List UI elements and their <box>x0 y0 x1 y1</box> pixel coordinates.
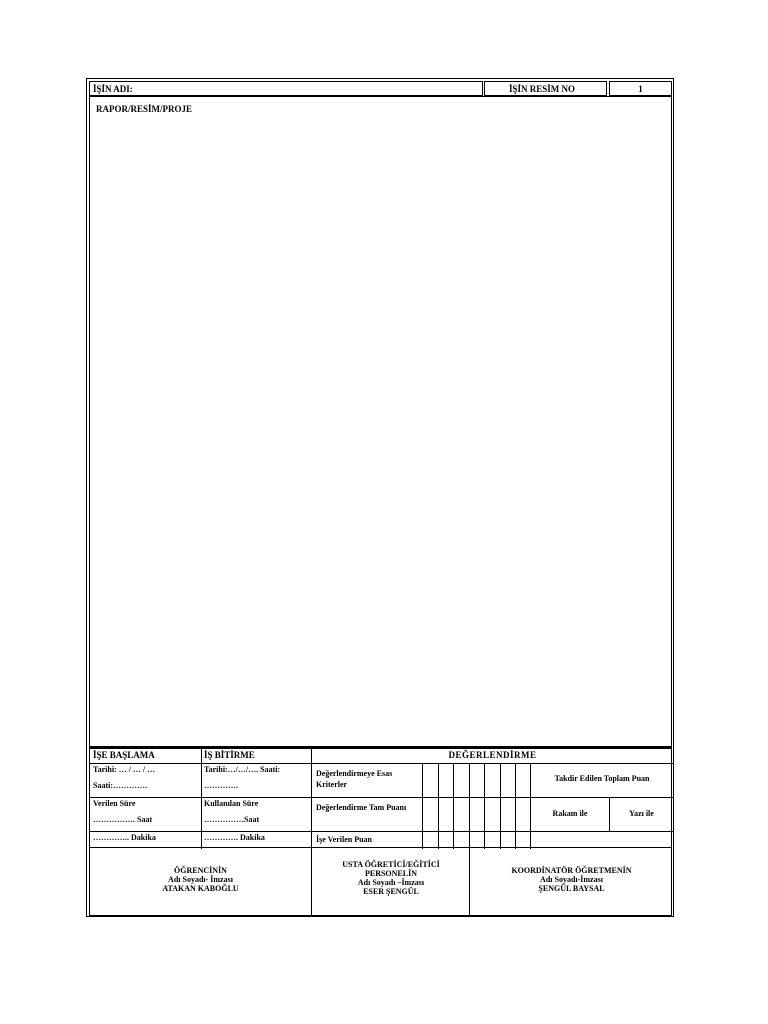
student-signature <box>90 866 311 893</box>
coordinator-name: ŞENGÜL BAYSAL <box>538 884 605 893</box>
student-title: ÖĞRENCİNİN <box>174 866 227 875</box>
evaluation-title: DEĞERLENDİRME <box>448 750 537 760</box>
coordinator-signature <box>470 866 673 893</box>
end-title: İŞ BİTİRME <box>204 750 255 760</box>
student-subtitle: Adı Soyadı- İmzası <box>168 875 233 884</box>
eval-col-divider <box>500 763 501 849</box>
total-score-label: Takdir Edilen Toplam Puan <box>554 774 650 783</box>
criteria-label: Değerlendirmeye Esas Kriterler <box>316 769 393 789</box>
master-signature <box>316 860 466 896</box>
start-title: İŞE BAŞLAMA <box>93 750 155 760</box>
sig-divider <box>311 848 312 915</box>
drawing-no-value: 1 <box>638 84 643 94</box>
job-name-cell <box>89 81 483 96</box>
used-minutes: …………. Dakika <box>204 833 265 842</box>
row-divider <box>90 763 673 764</box>
given-hours: ……………. Saat <box>93 815 153 824</box>
eval-col-divider <box>469 763 470 849</box>
given-minutes: ………….. Dakika <box>93 833 156 842</box>
student-name: ATAKAN KABOĞLU <box>162 884 239 893</box>
coordinator-title: KOORDİNATÖR ÖĞRETMENİN <box>511 866 632 875</box>
section-label: RAPOR/RESİM/PROJE <box>96 104 193 114</box>
start-date: Tarihi: … / … / … <box>93 765 156 774</box>
drawing-no-value-cell <box>609 81 672 96</box>
eval-col-divider <box>422 763 423 849</box>
form-frame <box>86 78 674 917</box>
full-score-label: Değerlendirme Tam Puanı <box>316 803 407 812</box>
digits-label: Rakam ile <box>552 809 588 818</box>
job-name-label: İŞİN ADI: <box>93 84 133 94</box>
used-time-label: Kullanılan Süre <box>204 799 259 808</box>
used-hours: ……………Saat <box>204 815 260 824</box>
eval-col-divider <box>453 763 454 849</box>
signature-row <box>89 848 672 916</box>
eval-col-divider <box>484 763 485 849</box>
end-date-time: Tarihi:…/…/…. Saati: <box>204 765 281 774</box>
given-score-label: İşe Verilen Puan <box>316 835 373 844</box>
master-subtitle: Adı Soyadı –İmzası <box>357 878 425 887</box>
col-divider <box>311 749 312 849</box>
row-divider <box>90 831 673 832</box>
evaluation-table <box>89 747 672 848</box>
drawing-no-label: İŞİN RESİM NO <box>509 84 576 94</box>
drawing-no-label-cell <box>484 81 607 96</box>
row-divider <box>90 797 673 798</box>
words-label: Yazı ile <box>629 809 654 818</box>
given-time-label: Verilen Süre <box>93 799 136 808</box>
master-name: ESER ŞENGÜL <box>363 887 419 896</box>
start-time: Saati:…………. <box>93 781 147 790</box>
drawing-area <box>89 96 672 747</box>
col-divider <box>201 749 202 849</box>
end-time-dots: …………. <box>204 781 238 790</box>
eval-col-divider <box>515 763 516 849</box>
eval-col-divider <box>438 763 439 849</box>
master-title: USTA ÖĞRETİCİ/EĞİTİCİ PERSONELİN <box>342 860 440 878</box>
coordinator-subtitle: Adı Soyadı-İmzası <box>540 875 603 884</box>
